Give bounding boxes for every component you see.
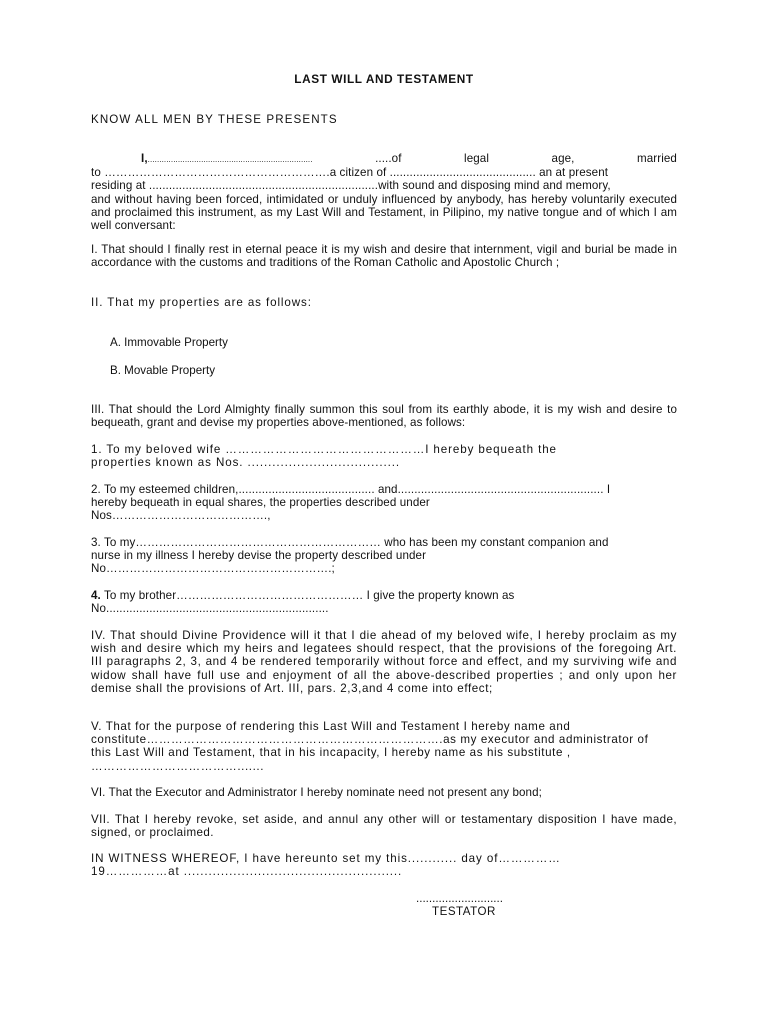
article-5 <box>91 720 677 773</box>
article-6: VI. That the Executor and Administrator I hereby nominate need not present any bond; <box>91 786 542 799</box>
paragraph-4-number: 4. <box>91 589 101 602</box>
intro-married: married <box>636 152 677 165</box>
article-5-line-3: this Last Will and Testament, that in his incapacity, I hereby name as his substitute , <box>91 746 571 760</box>
article-5-line-2: constitute……………………………………………………………….as my executor and administrator of <box>91 733 649 747</box>
article-5-line-1: V. That for the purpose of rendering this Last Will and Testament I hereby name and <box>91 720 571 733</box>
paragraph-4-line-2: No................................................................... <box>91 602 329 616</box>
preamble: KNOW ALL MEN BY THESE PRESENTS <box>91 113 338 126</box>
article-7: VII. That I hereby revoke, set aside, and annul any other will or testamentary disposition I have made, signed, or proclaimed. <box>91 813 677 840</box>
name-blank: ....................................................................... <box>147 155 313 164</box>
paragraph-2 <box>91 483 677 523</box>
intro-legal: legal <box>464 152 490 165</box>
intro-line-1 <box>91 152 677 166</box>
document-title: LAST WILL AND TESTAMENT <box>294 72 474 86</box>
article-3: III. That should the Lord Almighty finally summon this soul from its earthly abode, it is my wish and desire to bequeath, grant and devise my properties above-mentioned, as follows: <box>91 403 677 430</box>
article-1: I. That should I finally rest in eternal peace it is my wish and desire that internment, vigil and burial be made in accordance with the customs and traditions of the Roman Catholic and Apostolic Church ; <box>91 243 677 270</box>
testator-label: TESTATOR <box>432 905 496 918</box>
paragraph-1-line-2: properties known as Nos. ..................................... <box>91 456 401 470</box>
paragraph-4-line-1 <box>91 589 677 602</box>
paragraph-3-line-3: No………………………………………………….; <box>91 562 335 576</box>
intro-pronoun: I, <box>141 152 148 165</box>
intro-paragraph <box>91 152 677 232</box>
witness-clause <box>91 852 677 878</box>
paragraph-1-line-1: 1. To my beloved wife …………………………………………I hereby bequeath the <box>91 443 557 456</box>
intro-rest: and without having been forced, intimidated or unduly influenced by anybody, has hereby voluntarily executed and proclaimed this instrument, as my Last Will and Testament, in Pilipino, my native tongue and of which I am well conversant: <box>91 192 677 233</box>
paragraph-1 <box>91 443 677 469</box>
paragraph-2-line-2: hereby bequeath in equal shares, the properties described under <box>91 496 430 510</box>
property-b: B. Movable Property <box>110 364 216 377</box>
witness-line-1: IN WITNESS WHEREOF, I have hereunto set my this............ day of…………… <box>91 852 561 865</box>
intro-line-2: to ………………………………………………….a citizen of ............................................ an at present <box>91 166 609 180</box>
paragraph-3-line-1: 3. To my……………………………………………………… who has been my constant companion and <box>91 536 609 549</box>
witness-line-2: 19……………at ..................................................... <box>91 865 403 879</box>
intro-age: age, <box>551 152 575 165</box>
paragraph-4 <box>91 589 677 615</box>
article-5-line-4: ………………………………....... <box>91 759 265 773</box>
paragraph-3 <box>91 536 677 576</box>
paragraph-2-line-1: 2. To my esteemed children,......................................... and.............................................................. I <box>91 483 611 496</box>
article-4: IV. That should Divine Providence will it that I die ahead of my beloved wife, I hereby proclaim as my wish and desire which my heirs and legatees should respect, that the provisions of the foregoing Art. III paragraphs 2, 3, and 4 be rendered temporarily without force and effect, and my surviving wife and widow shall have full use and enjoyment of all the above-described properties ; and only upon her demise shall the provisions of Art. III, pars. 2,3,and 4 come into effect; <box>91 629 677 695</box>
intro-line-3: residing at .....................................................................with sound and disposing mind and memory, <box>91 179 611 193</box>
paragraph-4-text: To my brother………………………………………… I give the property known as <box>100 589 515 602</box>
signature-line: ........................... <box>416 892 503 905</box>
property-a: A. Immovable Property <box>110 336 228 349</box>
intro-of: .....of <box>375 152 402 165</box>
paragraph-2-line-3: Nos…………………………………., <box>91 509 271 523</box>
paragraph-3-line-2: nurse in my illness I hereby devise the property described under <box>91 549 427 563</box>
article-2: II. That my properties are as follows: <box>91 296 312 309</box>
